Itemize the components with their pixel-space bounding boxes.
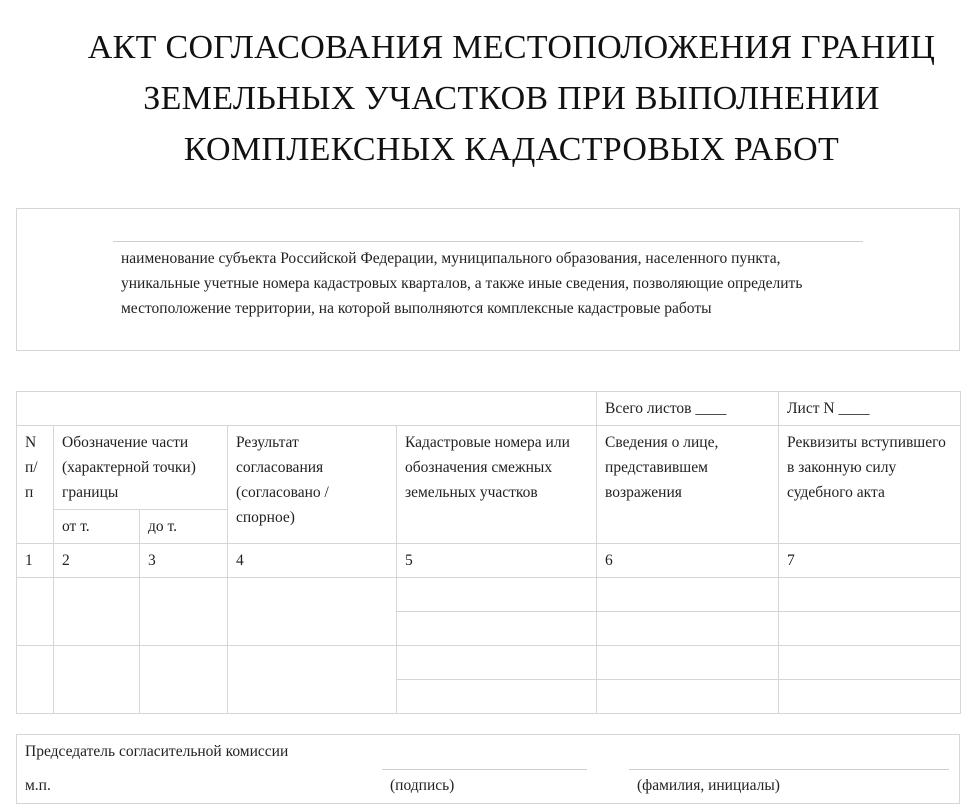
table-cell[interactable] xyxy=(54,578,140,646)
table-row xyxy=(17,646,961,680)
table-cell[interactable] xyxy=(140,646,228,714)
territory-description-box xyxy=(16,208,960,351)
table-cell[interactable] xyxy=(779,612,961,646)
signature-box xyxy=(16,734,960,804)
table-cell[interactable] xyxy=(597,646,779,680)
col-number: 6 xyxy=(597,544,779,578)
table-cell[interactable] xyxy=(397,612,597,646)
header-court: Реквизиты вступившего в законную силу судебного акта xyxy=(779,426,961,544)
header-cadastral: Кадастровые номера или обозначения смежных земельных участков xyxy=(397,426,597,544)
header-part: Обозначение части (характерной точки) границы xyxy=(54,426,228,510)
page-title xyxy=(40,22,972,175)
sheet-number: Лист N ____ xyxy=(779,392,961,426)
boundary-agreement-table xyxy=(16,391,961,714)
sheets-row xyxy=(17,392,961,426)
table-cell[interactable] xyxy=(397,578,597,612)
table-cell[interactable] xyxy=(228,578,397,646)
table-cell[interactable] xyxy=(140,578,228,646)
title-line-1: АКТ СОГЛАСОВАНИЯ МЕСТОПОЛОЖЕНИЯ ГРАНИЦ xyxy=(87,29,936,66)
table-cell[interactable] xyxy=(779,578,961,612)
col-number: 3 xyxy=(140,544,228,578)
table-cell[interactable] xyxy=(17,646,54,714)
table-cell[interactable] xyxy=(597,578,779,612)
stamp-label: м.п. xyxy=(25,777,51,794)
table-cell[interactable] xyxy=(597,612,779,646)
table-cell[interactable] xyxy=(779,680,961,714)
header-to: до т. xyxy=(140,510,228,544)
header-result: Результат согласования (согласовано / спорное) xyxy=(228,426,397,544)
col-number: 1 xyxy=(17,544,54,578)
signature-caption: (подпись) xyxy=(390,777,455,794)
table-cell[interactable] xyxy=(397,646,597,680)
title-line-3: КОМПЛЕКСНЫХ КАДАСТРОВЫХ РАБОТ xyxy=(183,131,840,168)
table-cell[interactable] xyxy=(597,680,779,714)
name-fill-line xyxy=(629,769,949,770)
signature-fill-line xyxy=(382,769,587,770)
total-sheets: Всего листов ____ xyxy=(597,392,779,426)
title-line-2: ЗЕМЕЛЬНЫХ УЧАСТКОВ ПРИ ВЫПОЛНЕНИИ xyxy=(143,80,880,117)
col-number: 7 xyxy=(779,544,961,578)
column-numbers-row xyxy=(17,544,961,578)
col-number: 2 xyxy=(54,544,140,578)
table-row xyxy=(17,578,961,612)
chairman-label: Председатель согласительной комиссии xyxy=(25,743,289,760)
header-objector: Сведения о лице, представившем возражения xyxy=(597,426,779,544)
table-cell[interactable] xyxy=(228,646,397,714)
table-cell[interactable] xyxy=(397,680,597,714)
header-row xyxy=(17,426,961,510)
table-cell[interactable] xyxy=(779,646,961,680)
header-from: от т. xyxy=(54,510,140,544)
table-cell[interactable] xyxy=(17,578,54,646)
name-caption: (фамилия, инициалы) xyxy=(637,777,780,794)
table-cell[interactable] xyxy=(54,646,140,714)
header-num: N п/п xyxy=(17,426,54,544)
territory-fill-line xyxy=(113,241,863,242)
col-number: 4 xyxy=(228,544,397,578)
territory-caption: наименование субъекта Российской Федерации, муниципального образования, населенного пункта, уникальные учетные номера кадастровых кварталов, а также иные сведения, позволяющие определить местоположение территории, на которой выполняются комплексные кадастровые работы xyxy=(121,250,803,317)
col-number: 5 xyxy=(397,544,597,578)
sheets-spacer-cell xyxy=(17,392,597,426)
